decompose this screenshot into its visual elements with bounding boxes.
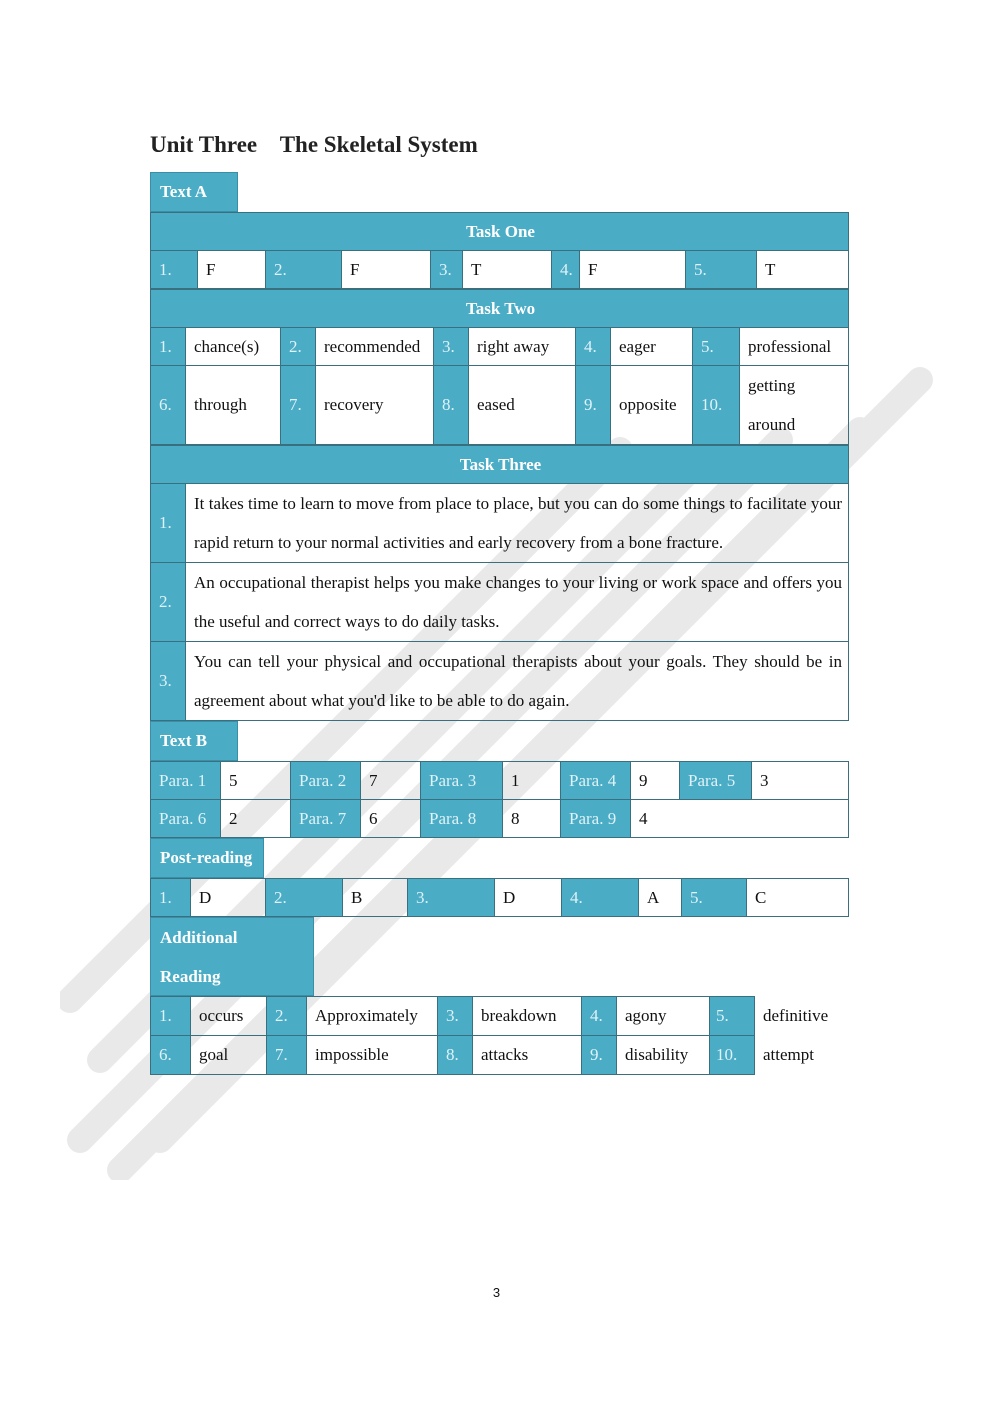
- answer-cell: recovery: [316, 366, 434, 445]
- answer-cell: D: [191, 879, 266, 917]
- text-b-table: [150, 761, 849, 838]
- section-label-text-b: [150, 721, 848, 761]
- task-one-heading: Task One: [151, 213, 849, 251]
- table-row: [151, 328, 849, 366]
- answer-cell: through: [186, 366, 281, 445]
- item-number: 4.: [552, 251, 580, 289]
- item-number: 5.: [686, 251, 757, 289]
- answer-cell: 5: [221, 762, 291, 800]
- answer-cell: goal: [191, 1036, 267, 1075]
- item-number: 4.: [576, 328, 611, 366]
- task-one-heading-row: [151, 213, 849, 251]
- item-number: 3.: [408, 879, 495, 917]
- answer-cell: 3: [752, 762, 849, 800]
- answer-cell: Approximately: [307, 997, 438, 1036]
- para-label: Para. 7: [291, 800, 361, 838]
- item-number: 10.: [709, 1036, 754, 1074]
- answer-cell: opposite: [611, 366, 693, 445]
- item-number: 2.: [281, 328, 316, 366]
- page-number: 3: [492, 1285, 501, 1300]
- item-number: 7.: [267, 1036, 307, 1075]
- table-row: [151, 484, 849, 563]
- item-number: 5.: [682, 879, 747, 917]
- table-row: 1. occurs 2. Approximately 3. breakdown 4. agony 5. definitive: [151, 997, 849, 1036]
- sentence-cell: It takes time to learn to move from place to place, but you can do some things to facilitate your rapid return to your normal activities and early recovery from a bone fracture.: [186, 484, 849, 563]
- answer-cell: T: [463, 251, 552, 289]
- table-row: 6. goal 7. impossible 8. attacks 9. disability 10. attempt: [151, 1036, 849, 1075]
- task-two-heading: Task Two: [151, 290, 849, 328]
- para-label: Para. 9: [561, 800, 631, 838]
- answer-cell: right away: [469, 328, 576, 366]
- item-number: 3.: [151, 642, 186, 721]
- additional-reading-label-line2: Reading: [160, 966, 221, 986]
- answer-cell: A: [639, 879, 682, 917]
- answer-cell: 7: [361, 762, 421, 800]
- additional-reading-label-line1: Additional: [160, 927, 238, 947]
- answer-cell: impossible: [307, 1036, 438, 1075]
- item-number: 7.: [281, 366, 316, 445]
- task-two-heading-row: [151, 290, 849, 328]
- post-reading-label: Post-reading: [150, 838, 264, 878]
- para-label: Para. 6: [151, 800, 221, 838]
- answer-cell: eager: [611, 328, 693, 366]
- answer-cell: 6: [361, 800, 421, 838]
- item-number: 1.: [151, 251, 198, 289]
- additional-reading-label: [150, 917, 314, 996]
- answer-text: disability: [625, 1045, 689, 1064]
- answer-cell: getting around: [740, 366, 849, 445]
- item-number: 2.: [267, 997, 307, 1036]
- answer-cell: C: [747, 879, 849, 917]
- answer-cell: 2: [221, 800, 291, 838]
- item-number: 10.: [693, 366, 740, 445]
- item-number: 6.: [151, 366, 186, 445]
- answer-cell: occurs: [191, 997, 267, 1036]
- answer-cell: 1: [503, 762, 561, 800]
- para-label: Para. 1: [151, 762, 221, 800]
- item-number: 9.: [582, 1036, 617, 1075]
- item-number: 1.: [151, 997, 191, 1036]
- text-b-label: Text B: [150, 721, 238, 761]
- answer-cell: attacks: [473, 1036, 582, 1075]
- section-label-additional-reading: [150, 917, 848, 996]
- item-number: 8.: [438, 1036, 473, 1075]
- answer-cell: professional: [740, 328, 849, 366]
- item-number: 8.: [434, 366, 469, 445]
- sentence-cell: An occupational therapist helps you make changes to your living or work space and offers you the useful and correct ways to do daily tasks.: [186, 563, 849, 642]
- item-number: 5.: [693, 328, 740, 366]
- item-number: 4.: [582, 997, 617, 1036]
- text-a-label: Text A: [150, 172, 238, 212]
- answer-cell: chance(s): [186, 328, 281, 366]
- para-label: Para. 4: [561, 762, 631, 800]
- item-number: 1.: [151, 879, 191, 917]
- answer-cell: F: [342, 251, 431, 289]
- para-label: Para. 5: [680, 762, 752, 800]
- answer-cell: [617, 997, 755, 1036]
- answer-cell: T: [757, 251, 849, 289]
- item-number: 9.: [576, 366, 611, 445]
- task-three-heading: Task Three: [151, 446, 849, 484]
- table-row: [151, 366, 849, 445]
- para-label: Para. 8: [421, 800, 503, 838]
- table-row: [151, 563, 849, 642]
- item-number: 2.: [266, 251, 342, 289]
- section-label-text-a: [150, 172, 848, 212]
- answer-cell: F: [198, 251, 266, 289]
- item-number: 6.: [151, 1036, 191, 1075]
- task-three-table: [150, 445, 849, 721]
- item-number: 3.: [438, 997, 473, 1036]
- answer-cell: B: [343, 879, 408, 917]
- answer-key: [150, 172, 848, 1075]
- table-row: [151, 762, 849, 800]
- para-label: Para. 2: [291, 762, 361, 800]
- table-row: [151, 642, 849, 721]
- item-number: 5.: [709, 997, 754, 1035]
- task-two-table: [150, 289, 849, 445]
- item-number: 1.: [151, 484, 186, 563]
- item-number: 3.: [434, 328, 469, 366]
- table-row: [151, 800, 849, 838]
- answer-cell: recommended: [316, 328, 434, 366]
- table-row: [151, 879, 849, 917]
- answer-text: agony: [625, 1006, 667, 1025]
- sentence-cell: You can tell your physical and occupational therapists about your goals. They should be in agreement about what you'd like to be able to do again.: [186, 642, 849, 721]
- answer-cell: 4: [631, 800, 849, 838]
- task-three-heading-row: [151, 446, 849, 484]
- additional-reading-table: [150, 996, 849, 1075]
- item-number: 4.: [562, 879, 639, 917]
- post-reading-table: [150, 878, 849, 917]
- answer-cell: D: [495, 879, 562, 917]
- answer-cell: [617, 1036, 755, 1075]
- item-number: 2.: [151, 563, 186, 642]
- answer-cell: F: [580, 251, 686, 289]
- item-number: 1.: [151, 328, 186, 366]
- answer-cell: breakdown: [473, 997, 582, 1036]
- task-one-table: [150, 212, 849, 289]
- page-title: Unit Three The Skeletal System: [150, 132, 478, 157]
- table-row: [151, 251, 849, 289]
- para-label: Para. 3: [421, 762, 503, 800]
- item-number: 3.: [431, 251, 463, 289]
- item-number: 2.: [266, 879, 343, 917]
- answer-cell: 9: [631, 762, 680, 800]
- section-label-post-reading: [150, 838, 848, 878]
- answer-cell: eased: [469, 366, 576, 445]
- answer-cell: 8: [503, 800, 561, 838]
